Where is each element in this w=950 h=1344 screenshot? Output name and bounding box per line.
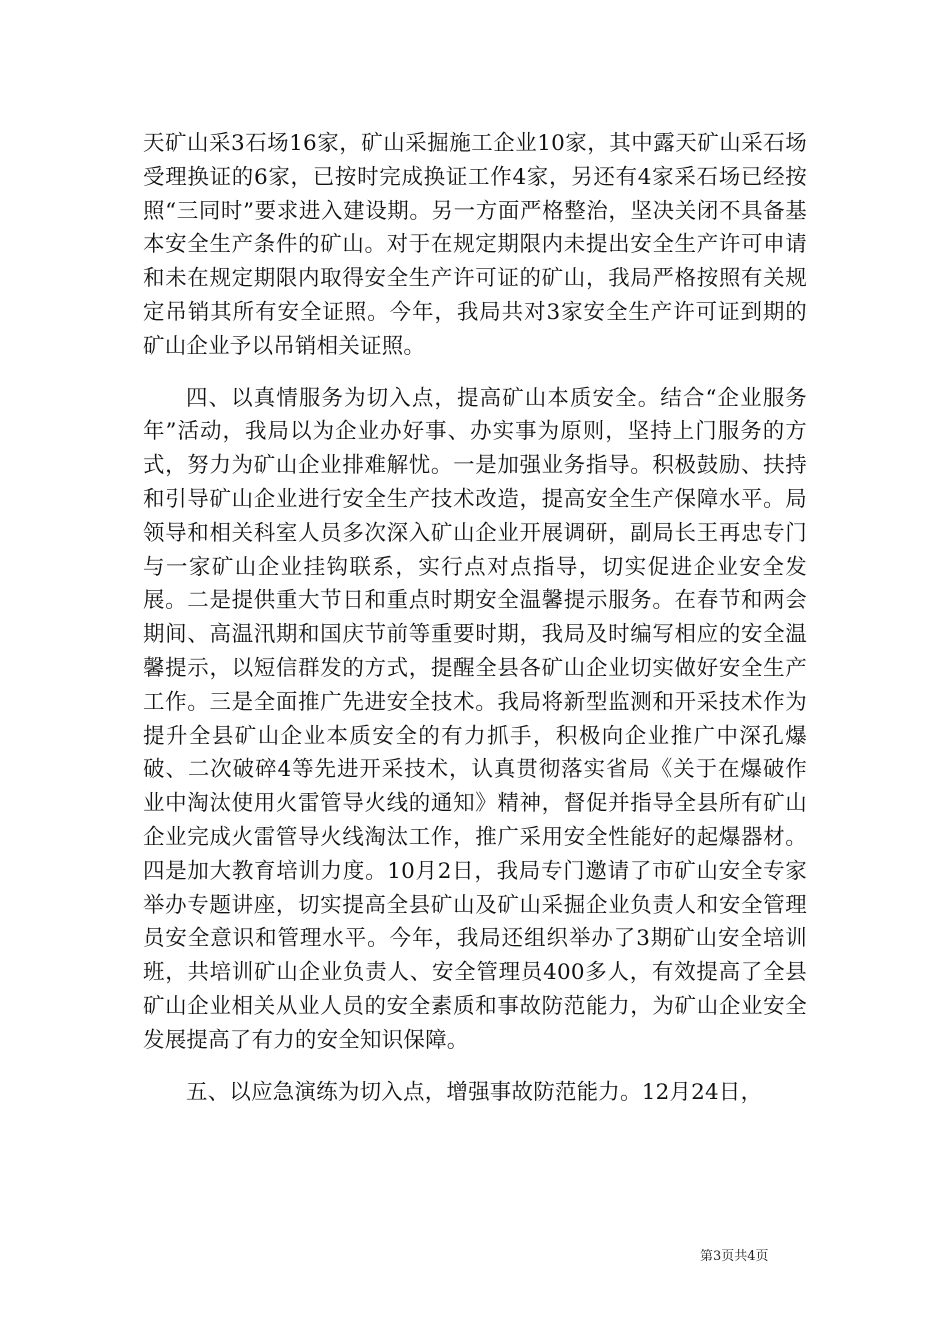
document-body: [143, 127, 807, 1109]
paragraph-1: 天矿山采3石场16家，矿山采掘施工企业10家，其中露天矿山采石场受理换证的6家，已按时完成换证工作4家，另还有4家采石场已经按照“三同时”要求进入建设期。另一方面严格整治，坚决关闭不具备基本安全生产条件的矿山。对于在规定期限内未提出安全生产许可申请和未在规定期限内取得安全生产许可证的矿山，我局严格按照有关规定吊销其所有安全证照。今年，我局共对3家安全生产许可证到期的矿山企业予以吊销相关证照。: [143, 131, 807, 359]
paragraph-2: 四、以真情服务为切入点，提高矿山本质安全。结合“企业服务年”活动，我局以为企业办好事、办实事为原则，坚持上门服务的方式，努力为矿山企业排难解忧。一是加强业务指导。积极鼓励、扶持和引导矿山企业进行安全生产技术改造，提高安全生产保障水平。局领导和相关科室人员多次深入矿山企业开展调研，副局长王再忠专门与一家矿山企业挂钩联系，实行点对点指导，切实促进企业安全发展。二是提供重大节日和重点时期安全温馨提示服务。在春节和两会期间、高温汛期和国庆节前等重要时期，我局及时编写相应的安全温馨提示，以短信群发的方式，提醒全县各矿山企业切实做好安全生产工作。三是全面推广先进安全技术。我局将新型监测和开采技术作为提升全县矿山企业本质安全的有力抓手，积极向企业推广中深孔爆破、二次破碎4等先进开采技术，认真贯彻落实省局《关于在爆破作业中淘汰使用火雷管导火线的通知》精神，督促并指导全县所有矿山企业完成火雷管导火线淘汰工作，推广采用安全性能好的起爆器材。四是加大教育培训力度。10月2日，我局专门邀请了市矿山安全专家举办专题讲座，切实提高全县矿山及矿山采掘企业负责人和安全管理员安全意识和管理水平。今年，我局还组织举办了3期矿山安全培训班，共培训矿山企业负责人、安全管理员400多人，有效提高了全县矿山企业相关从业人员的安全素质和事故防范能力，为矿山企业安全发展提高了有力的安全知识保障。: [143, 385, 807, 1053]
page-number: 第3页共4页: [700, 1249, 769, 1264]
paragraph-3: 五、以应急演练为切入点，增强事故防范能力。12月24日，: [186, 1079, 763, 1105]
